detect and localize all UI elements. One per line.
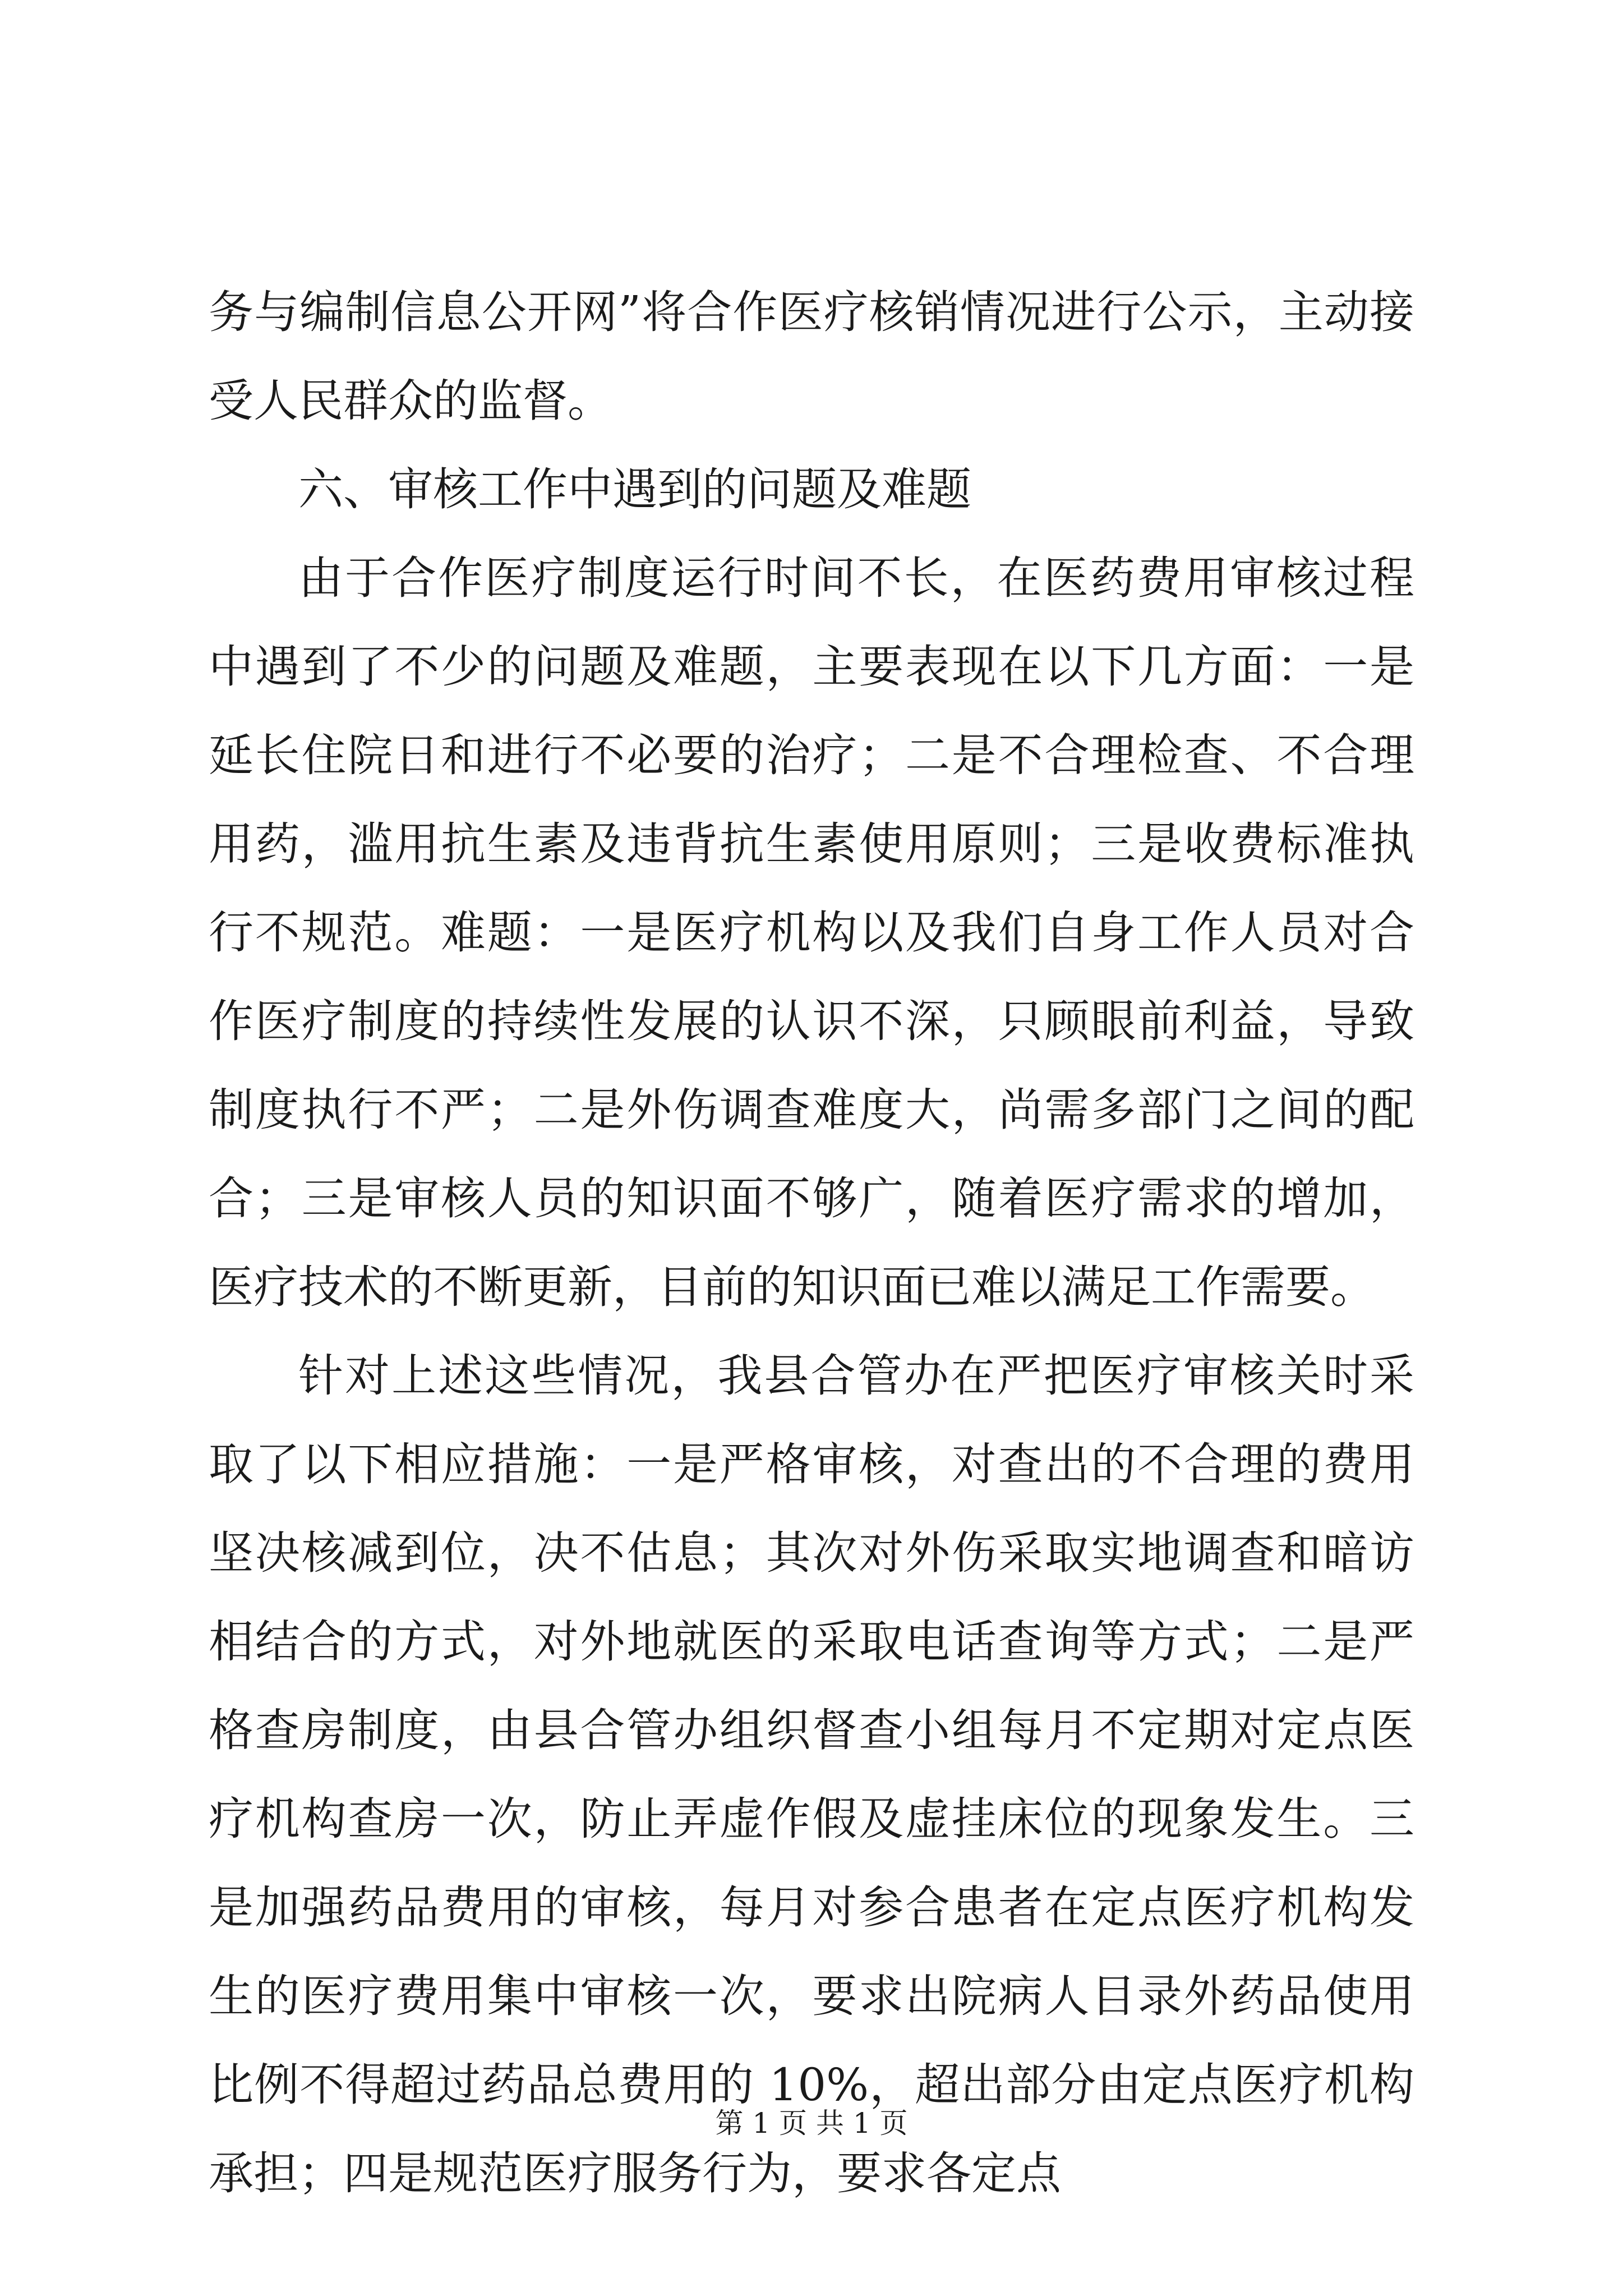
document-body <box>209 268 1414 2218</box>
section-heading: 六、审核工作中遇到的问题及难题 <box>298 463 971 516</box>
paragraph-problems: 由于合作医疗制度运行时间不长，在医药费用审核过程中遇到了不少的问题及难题，主要表现在以下几方面：一是延长住院日和进行不必要的治疗；二是不合理检查、不合理用药，滥用抗生素及违背抗生素使用原则；三是收费标准执行不规范。难题：一是医疗机构以及我们自身工作人员对合作医疗制度的持续性发展的认识不深，只顾眼前利益，导致制度执行不严；二是外伤调查难度大，尚需多部门之间的配合；三是审核人员的知识面不够广，随着医疗需求的增加，医疗技术的不断更新，目前的知识面已难以满足工作需要。 <box>209 552 1414 1313</box>
paragraph-measures: 针对上述这些情况，我县合管办在严把医疗审核关时采取了以下相应措施：一是严格审核，对查出的不合理的费用坚决核减到位，决不估息；其次对外伤采取实地调查和暗访相结合的方式，对外地就医的采取电话查询等方式；二是严格查房制度，由县合管办组织督查小组每月不定期对定点医疗机构查房一次，防止弄虚作假及虚挂床位的现象发生。三是加强药品费用的审核，每月对参合患者在定点医疗机构发生的医疗费用集中审核一次，要求出院病人目录外药品使用比例不得超过药品总费用的 10%，超出部分由定点医疗机构承担；四是规范医疗服务行为，要求各定点 <box>209 1350 1414 2200</box>
paragraph-continued: 务与编制信息公开网”将合作医疗核销情况进行公示，主动接受人民群众的监督。 <box>209 286 1414 427</box>
page-number-footer: 第 1 页 共 1 页 <box>715 2107 908 2139</box>
